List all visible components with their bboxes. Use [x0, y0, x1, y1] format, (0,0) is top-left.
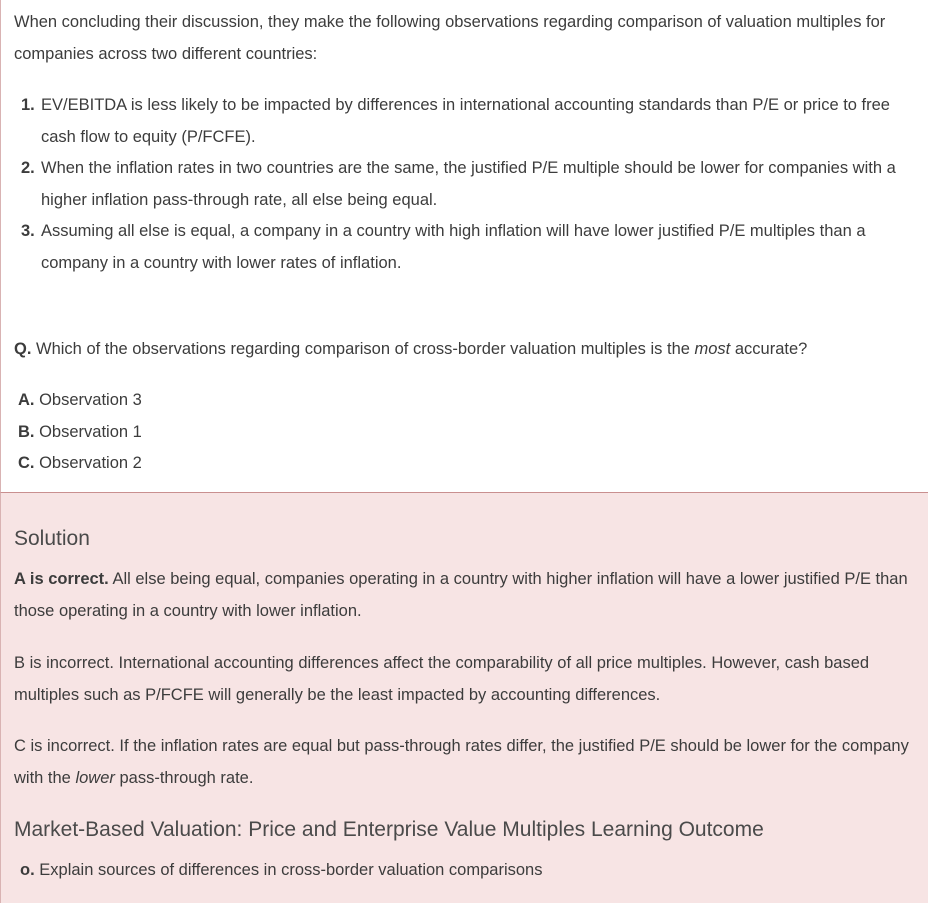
- solution-title: Solution: [14, 527, 90, 550]
- solution-correct-paragraph: [14, 564, 914, 627]
- observation-number: 3.: [21, 222, 35, 240]
- choice-letter: B.: [18, 422, 35, 441]
- observation-text: When the inflation rates in two countries are the same, the justified P/E multiple should be lower for companies with a higher inflation pass-through rate, all else being equal.: [41, 159, 896, 209]
- question-label: Q.: [14, 340, 32, 358]
- observation-number: 2.: [21, 159, 35, 177]
- correct-answer-label: A is correct.: [14, 570, 109, 588]
- learning-outcome-letter: o.: [20, 861, 35, 879]
- answer-choice-a[interactable]: [18, 385, 142, 417]
- solution-b-paragraph: B is incorrect. International accounting differences affect the comparability of all price multiples. However, cash based multiples such as P/FCFE will generally be the least impacted by accounting differences.: [14, 654, 870, 704]
- learning-outcome-item: [20, 855, 542, 887]
- answer-choice-c[interactable]: [18, 448, 142, 480]
- choice-letter: C.: [18, 454, 35, 472]
- solution-c-paragraph: [14, 731, 914, 794]
- observation-text: EV/EBITDA is less likely to be impacted by differences in international accounting standards than P/E or price to free cash flow to equity (P/FCFE).: [41, 96, 890, 146]
- observation-item: [21, 216, 921, 279]
- observation-text: Assuming all else is equal, a company in a country with high inflation will have lower justified P/E multiples than a company in a country with lower rates of inflation.: [41, 222, 866, 272]
- question-text-after: accurate?: [734, 340, 808, 358]
- question-text-before: Which of the observations regarding comparison of cross-border valuation multiples is the: [36, 340, 690, 358]
- learning-outcome-text: Explain sources of differences in cross-border valuation comparisons: [39, 861, 543, 879]
- observation-item: [21, 153, 921, 216]
- correct-answer-explanation: All else being equal, companies operating in a country with higher inflation will have a lower justified P/E than those operating in a country with lower inflation.: [14, 570, 908, 620]
- solution-c-text-before: C is incorrect. If the inflation rates are equal but pass-through rates differ, the justified P/E should be lower for the company with the: [14, 737, 909, 787]
- solution-c-emphasis: lower: [75, 768, 115, 787]
- solution-panel: [0, 492, 928, 903]
- answer-choices: [18, 385, 142, 480]
- choice-text: Observation 3: [39, 391, 142, 409]
- observation-item: [21, 90, 921, 153]
- observation-number: 1.: [21, 96, 35, 114]
- choice-text: Observation 1: [39, 422, 142, 441]
- learning-outcome-title: Market-Based Valuation: Price and Enterprise Value Multiples Learning Outcome: [14, 818, 764, 841]
- question-emphasis: most: [694, 340, 731, 358]
- choice-text: Observation 2: [39, 454, 142, 472]
- choice-letter: A.: [18, 391, 35, 409]
- intro-text: When concluding their discussion, they make the following observations regarding comparison of valuation multiples for companies across two different countries:: [14, 13, 886, 63]
- question-text: [14, 333, 807, 365]
- solution-c-text-after: pass-through rate.: [119, 768, 254, 787]
- observations-list: [21, 90, 921, 279]
- answer-choice-b[interactable]: [18, 417, 142, 449]
